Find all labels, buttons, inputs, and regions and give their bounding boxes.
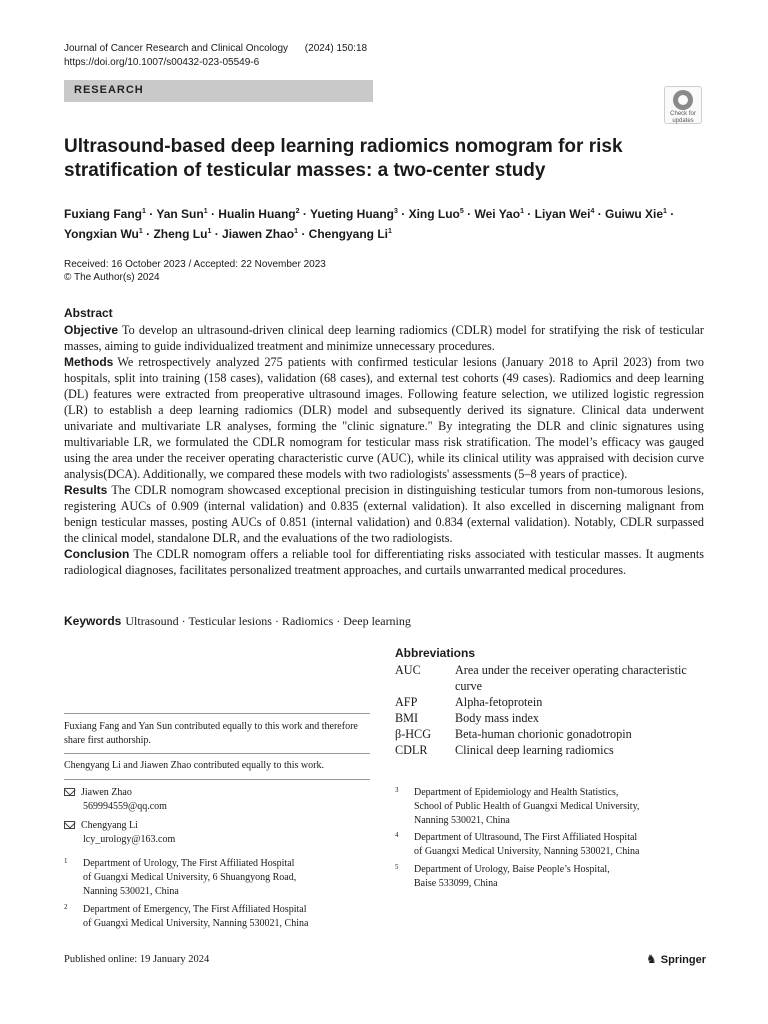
author-name: Yongxian Wu <box>64 227 139 241</box>
affiliation-number: 2 <box>64 903 68 911</box>
affiliation-line: of Guangxi Medical University, 6 Shuangyong Road, <box>83 872 297 883</box>
publisher-name: Springer <box>660 954 706 966</box>
abstract-objective <box>64 322 704 354</box>
author-affiliation-number: 5 <box>459 208 464 215</box>
affiliation-line: Nanning 530021, China <box>83 886 179 897</box>
contact-name: Jiawen Zhao <box>81 787 132 798</box>
author-affiliation-number: 4 <box>590 208 595 215</box>
article-type-label: RESEARCH <box>74 84 144 96</box>
received-accepted: Received: 16 October 2023 / Accepted: 22 November 2023 <box>64 259 326 270</box>
author-affiliation-number: 1 <box>388 228 392 235</box>
author-name: Yueting Huang <box>309 207 394 221</box>
affiliation-line: Nanning 530021, China <box>414 815 510 826</box>
contact-email[interactable]: lcy_urology@163.com <box>83 834 176 845</box>
published-date: Published online: 19 January 2024 <box>64 954 210 965</box>
abbreviation-term: AUC <box>395 663 421 677</box>
author-name: Jiawen Zhao <box>222 227 295 241</box>
footnote-divider <box>64 779 370 780</box>
author-name: Chengyang Li <box>308 227 388 241</box>
equal-contribution-note-2: Chengyang Li and Jiawen Zhao contributed equally to this work. <box>64 760 324 771</box>
author-affiliation-number: 2 <box>295 208 300 215</box>
abbreviations-heading: Abbreviations <box>395 646 476 660</box>
author <box>309 227 392 241</box>
copyright: © The Author(s) 2024 <box>64 272 160 283</box>
author-name: Xing Luo <box>408 207 460 221</box>
abstract-heading: Abstract <box>64 306 113 320</box>
author <box>222 227 298 241</box>
affiliation-3 <box>395 786 705 828</box>
affiliation-line: Department of Urology, The First Affiliated Hospital <box>83 858 295 869</box>
springer-horse-icon: ♞ <box>646 952 657 966</box>
abbreviation-term: CDLR <box>395 743 428 757</box>
abbreviation-row <box>395 710 705 726</box>
affiliation-number: 5 <box>395 863 399 871</box>
abbreviation-row <box>395 694 705 710</box>
methods-label: Methods <box>64 355 114 369</box>
conclusion-label: Conclusion <box>64 547 130 561</box>
affiliation-number: 4 <box>395 831 399 839</box>
abbreviation-row <box>395 742 705 758</box>
affiliation-number: 3 <box>395 786 399 794</box>
crossmark-text-1: Check for <box>670 111 696 117</box>
article-type-banner <box>64 80 373 102</box>
abstract-results <box>64 482 704 546</box>
abstract <box>64 306 704 578</box>
affiliation-line: School of Public Health of Guangxi Medical University, <box>414 801 640 812</box>
contact-zhao <box>64 786 167 814</box>
author-name: Fuxiang Fang <box>64 207 142 221</box>
abstract-methods <box>64 354 704 482</box>
author-name: Hualin Huang <box>218 207 296 221</box>
author-affiliation-number: 1 <box>520 208 524 215</box>
affiliation-line: Department of Emergency, The First Affiliated Hospital <box>83 904 307 915</box>
doi-link[interactable]: https://doi.org/10.1007/s00432-023-05549-6 <box>64 57 260 68</box>
publisher-logo <box>646 952 706 966</box>
author-affiliation-number: 3 <box>393 208 398 215</box>
results-label: Results <box>64 483 108 497</box>
crossmark-text-2: updates <box>672 118 694 124</box>
footnote-divider <box>64 753 370 754</box>
keywords <box>64 614 411 629</box>
author-name: Guiwu Xie <box>605 207 664 221</box>
author-affiliation-number: 1 <box>138 228 143 235</box>
abbreviation-definition: Body mass index <box>455 711 539 725</box>
author <box>156 207 207 221</box>
author <box>64 227 143 241</box>
contact-li <box>64 819 175 847</box>
author-name: Liyan Wei <box>534 207 591 221</box>
footnote-divider <box>64 713 370 714</box>
affiliation-line: Department of Ultrasound, The First Affiliated Hospital <box>414 832 638 843</box>
author-affiliation-number: 1 <box>663 208 667 215</box>
abbreviation-row <box>395 662 705 694</box>
abbreviation-term: BMI <box>395 711 419 725</box>
abbreviation-row <box>395 726 705 742</box>
author-name: Yan Sun <box>156 207 204 221</box>
author-list: Fuxiang Fang$^1$ · Yan Sun$^1$ · Hualin Huang$^2$ · Yueting Huang$^3$ · Xing Luo$^5$ · Wei Yao$^1$ · Liyan Wei$^4$ · Guiwu Xie$^1$ · Yongxian $Wu^1$ · Zheng $Lu^1$ · Jiawen Zhao$^1$ · Chengyang Li$^1$ <box>64 207 675 241</box>
objective-text: To develop an ultrasound-driven clinical deep learning radiomics (CDLR) model for stratifying the risk of testicular masses, aiming to guide individualized treatment and minimize unnecessary procedures. <box>64 323 704 353</box>
abbreviation-term: AFP <box>395 695 418 709</box>
keywords-label: Keywords <box>64 614 122 628</box>
affiliation-line: Baise 533099, China <box>414 878 498 889</box>
methods-text: We retrospectively analyzed 275 patients with confirmed testicular lesions (January 2018 to April 2023) from two hospitals, split into training (158 cases), validation (68 cases), and external test cohorts (49 cases). Radiomics and deep learning (DL) features were extracted from preoperative ultrasound images. Following feature selection, we utilized logistic regression (LR) to establish a deep learning radiomics (DLR) model and subsequently derived its signature. Clinical data underwent univariate and multivariate LR analyses, forming the "clinic signature." By integrating the DLR and clinic signatures using multivariable LR, we formulated the CDLR nomogram for testicular mass risk stratification. The model’s efficacy was gauged using the area under the receiver operating characteristic curve (AUC), while its clinical utility was appraised with decision curve analysis(DCA). Additionally, we compared these models with two radiologists' assessments (5–8 years of practice). <box>64 355 704 481</box>
author-affiliation-number: 1 <box>203 208 208 215</box>
keywords-text: Ultrasound · Testicular lesions · Radiomics · Deep learning <box>125 614 411 628</box>
affiliation-number: 1 <box>64 857 68 865</box>
author <box>474 207 524 221</box>
author-affiliation-number: 1 <box>207 228 212 235</box>
article-dates <box>64 258 326 284</box>
results-text: The CDLR nomogram showcased exceptional precision in distinguishing testicular tumors from non-tumorous lesions, registering AUCs of 0.909 (internal validation) and 0.835 (external validation). It also excelled in discerning malignant from benign testicular masses, posting AUCs of 0.851 (internal validation) and 0.834 (external validation). Notably, CDLR surpassed the clinical model, standalone DLR, and the evaluations of the two radiologists. <box>64 483 704 545</box>
author-name: Wei Yao <box>474 207 521 221</box>
article-title: Ultrasound-based deep learning radiomics nomogram for risk stratification of testicular masses: a two-center study <box>64 136 623 181</box>
abbreviations <box>395 646 705 758</box>
abbreviation-definition: Alpha-fetoprotein <box>455 695 543 709</box>
author <box>218 207 299 221</box>
author <box>605 207 667 221</box>
affiliation-5 <box>395 863 705 891</box>
author <box>535 207 595 221</box>
equal-contribution-note-1: Fuxiang Fang and Yan Sun contributed equally to this work and therefore share first authorship. <box>64 721 358 746</box>
envelope-icon <box>64 788 75 796</box>
author-name: Zheng Lu <box>153 227 208 241</box>
journal-name: Journal of Cancer Research and Clinical Oncology <box>64 43 289 54</box>
author <box>64 207 146 221</box>
objective-label: Objective <box>64 323 119 337</box>
journal-header <box>64 42 367 70</box>
affiliation-4 <box>395 831 705 859</box>
affiliation-line: of Guangxi Medical University, Nanning 530021, China <box>83 918 309 929</box>
abbreviation-definition: Clinical deep learning radiomics <box>455 743 614 757</box>
author <box>310 207 398 221</box>
abstract-conclusion <box>64 546 704 578</box>
author-affiliation-number: 1 <box>142 208 146 215</box>
affiliation-line: Department of Epidemiology and Health Statistics, <box>414 787 619 798</box>
crossmark-icon <box>673 90 693 110</box>
envelope-icon <box>64 821 75 829</box>
author-affiliation-number: 1 <box>294 228 298 235</box>
affiliation-2 <box>64 903 384 931</box>
author <box>409 207 464 221</box>
abbreviation-term: β-HCG <box>395 727 431 741</box>
abbreviation-definition: Beta-human chorionic gonadotropin <box>455 727 632 741</box>
author <box>153 227 211 241</box>
contact-name: Chengyang Li <box>81 820 138 831</box>
abbreviations-table <box>395 662 705 758</box>
abbreviation-definition: Area under the receiver operating characteristic curve <box>455 663 687 693</box>
crossmark-badge[interactable] <box>664 86 702 124</box>
conclusion-text: The CDLR nomogram offers a reliable tool for differentiating risks associated with testicular masses. It augments radiological diagnoses, facilitates personalized treatment approaches, and curtails unwarranted medical procedures. <box>64 547 704 577</box>
affiliation-line: of Guangxi Medical University, Nanning 530021, China <box>414 846 640 857</box>
contact-email[interactable]: 569994559@qq.com <box>83 801 167 812</box>
journal-volume: (2024) 150:18 <box>304 43 368 54</box>
affiliation-1 <box>64 857 384 899</box>
affiliation-line: Department of Urology, Baise People’s Hospital, <box>414 864 610 875</box>
